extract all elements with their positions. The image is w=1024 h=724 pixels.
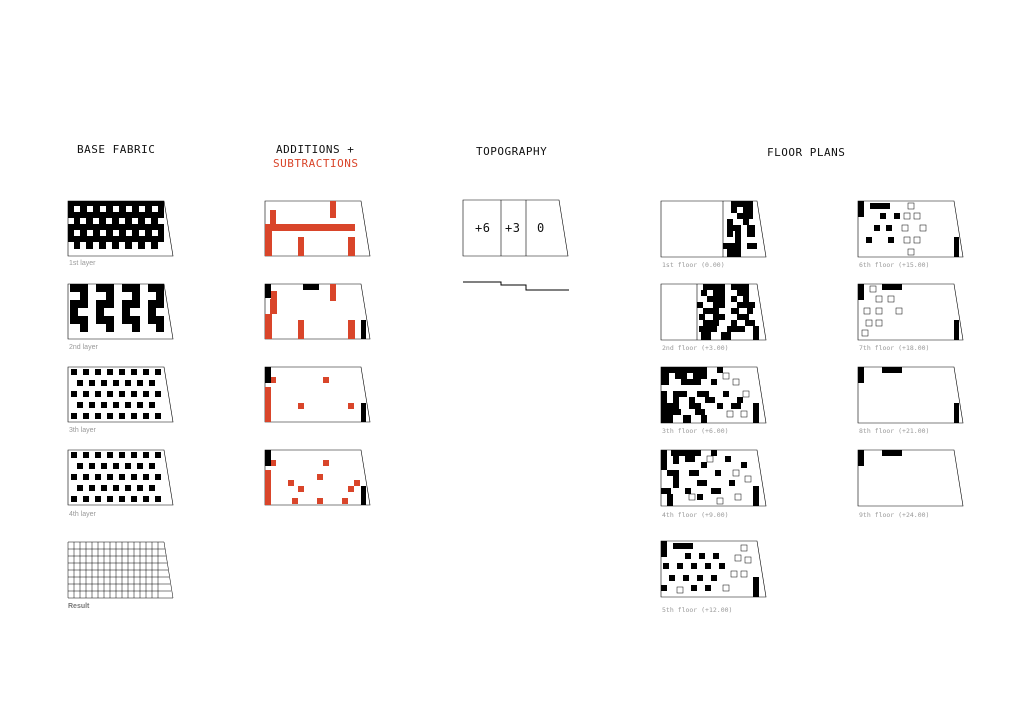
floor-caption: 6th floor (+15.00) xyxy=(859,261,930,269)
floor-plan-9 xyxy=(858,450,964,508)
floor-plan-3 xyxy=(661,367,767,425)
topography-title: TOPOGRAPHY xyxy=(476,145,548,158)
additions-plan-2 xyxy=(265,284,371,340)
additions-title: ADDITIONS + xyxy=(276,143,355,156)
floor-caption: 5th floor (+12.00) xyxy=(662,606,733,614)
floor-caption: 1st floor (0.00) xyxy=(662,261,725,269)
subtractions-title: SUBTRACTIONS xyxy=(273,157,359,170)
layer-caption: 2nd layer xyxy=(69,344,98,351)
floor-caption: 2nd floor (+3.00) xyxy=(662,344,729,352)
floor-plan-7 xyxy=(858,284,964,342)
floor-plan-6 xyxy=(858,201,964,259)
floor-caption: 8th floor (+21.00) xyxy=(859,427,930,435)
result-caption: Result xyxy=(68,603,90,610)
base-layer-2 xyxy=(68,284,174,340)
layer-caption: 4th layer xyxy=(69,511,96,518)
floor-caption: 9th floor (+24.00) xyxy=(859,511,930,519)
layer-caption: 3th layer xyxy=(69,427,96,434)
base-fabric-title: BASE FABRIC xyxy=(77,143,156,156)
topo-level-mid: +3 xyxy=(505,221,521,235)
floor-plan-8 xyxy=(858,367,964,425)
floor-plans-title: FLOOR PLANS xyxy=(767,146,846,159)
additions-plan-3 xyxy=(265,367,371,423)
base-layer-1 xyxy=(68,201,174,257)
floor-plan-5 xyxy=(661,541,767,599)
floor-caption: 7th floor (+18.00) xyxy=(859,344,930,352)
base-layer-3 xyxy=(68,367,174,423)
floor-caption: 3th floor (+6.00) xyxy=(662,427,729,435)
additions-plan-4 xyxy=(265,450,371,506)
floor-caption: 4th floor (+9.00) xyxy=(662,511,729,519)
base-result xyxy=(68,542,174,600)
layer-caption: 1st layer xyxy=(69,260,96,267)
base-layer-4 xyxy=(68,450,174,506)
additions-plan-1 xyxy=(265,201,371,257)
topo-level-zero: 0 xyxy=(537,221,545,235)
floor-plan-4 xyxy=(661,450,767,508)
topography-section-line xyxy=(463,278,571,294)
topo-level-high: +6 xyxy=(475,221,491,235)
floor-plan-1 xyxy=(661,201,767,259)
floor-plan-2 xyxy=(661,284,767,342)
